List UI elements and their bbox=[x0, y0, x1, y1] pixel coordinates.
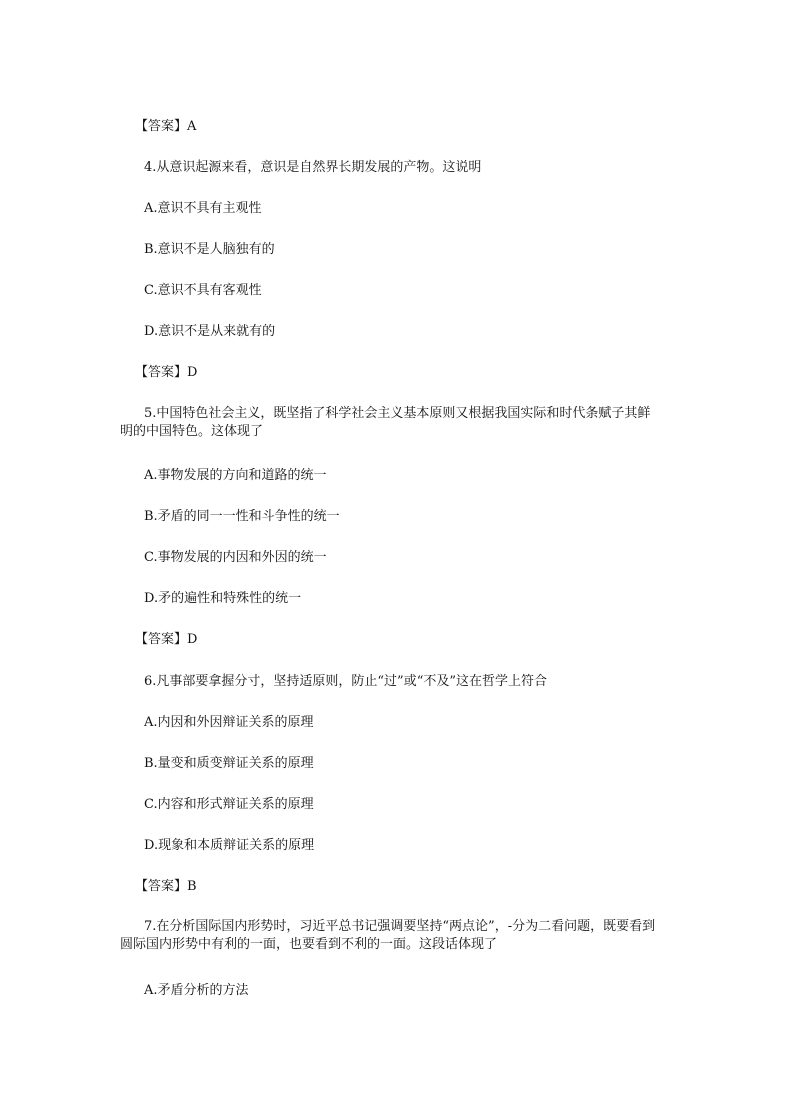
question-5-option-c: C.事物发展的内因和外因的统一 bbox=[144, 550, 327, 565]
question-6-option-b: B.量变和质变辩证关系的原理 bbox=[144, 756, 314, 771]
question-6-option-d: D.现象和本质辩证关系的原理 bbox=[144, 838, 315, 853]
answer-6: 【答案】B bbox=[135, 879, 197, 894]
question-4-option-a: A.意识不具有主观性 bbox=[144, 201, 262, 216]
question-7-stem: 7.在分析国际国内形势时，习近平总书记强调要坚持“两点论”，-分为二看问题，既要看到圆际国内形势中有利的一面，也要看到不利的一面。这段话体现了 bbox=[120, 919, 656, 952]
question-6-option-c: C.内容和形式辩证关系的原理 bbox=[144, 797, 314, 812]
answer-4: 【答案】D bbox=[135, 365, 198, 380]
question-5-option-b: B.矛盾的同一一性和斗争性的统一 bbox=[144, 509, 340, 524]
question-4-option-d: D.意识不是从来就有的 bbox=[144, 324, 276, 339]
question-4-option-c: C.意识不具有客观性 bbox=[144, 283, 262, 298]
question-5-option-a: A.事物发展的方向和道路的统一 bbox=[144, 468, 327, 483]
question-4-option-b: B.意识不是人脑独有的 bbox=[144, 242, 275, 257]
question-5-stem: 5.中国特色社会主义，既坚指了科学社会主义基本原则又根据我国实际和时代条赋子其鲜明的中国特色。这体现了 bbox=[120, 406, 651, 439]
question-5-option-d: D.矛的遍性和特殊性的统一 bbox=[144, 591, 302, 606]
question-6-stem: 6.凡事部要拿握分寸，坚持适原则，防止“过”或“不及”这在哲学上符合 bbox=[144, 674, 547, 689]
answer-3: 【答案】A bbox=[135, 119, 197, 134]
question-7-option-a: A.矛盾分析的方法 bbox=[144, 983, 249, 998]
question-6-option-a: A.内因和外因辩证关系的原理 bbox=[144, 715, 314, 730]
question-4-stem: 4.从意识起源来看，意识是自然界长期发展的产物。这说明 bbox=[144, 160, 482, 175]
answer-5: 【答案】D bbox=[135, 632, 198, 647]
